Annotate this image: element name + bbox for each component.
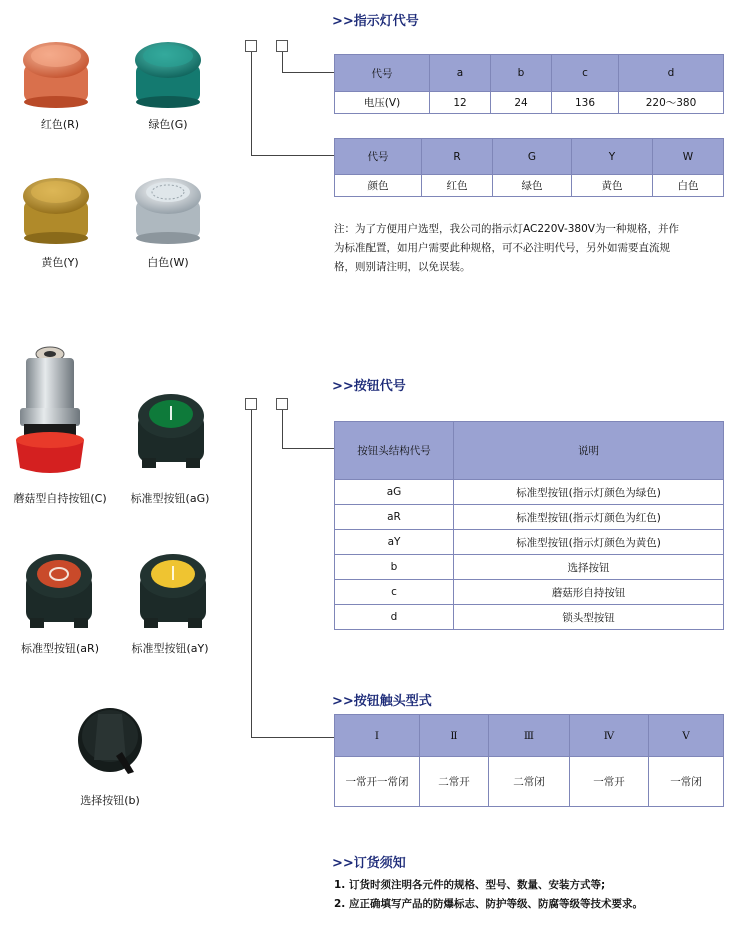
lamp-caption-green: 绿色(G) bbox=[148, 118, 188, 131]
ordering-line: 2. 应正确填写产品的防爆标志、防护等级、防腐等级等技术要求。 bbox=[334, 898, 643, 910]
mushroom-button-image bbox=[10, 342, 90, 476]
note-line: 注：为了方便用户选型，我公司的指示灯AC220V-380V为一种规格，并作 bbox=[334, 223, 679, 235]
yellow-lamp-image bbox=[18, 172, 94, 244]
table-cell: 136 bbox=[552, 92, 619, 114]
table-cell: 电压(V) bbox=[335, 92, 430, 114]
note-line: 为标准配置，如用户需要此种规格，可不必注明代号，另外如需要直流规 bbox=[334, 242, 670, 254]
table-cell: 二常开 bbox=[420, 757, 489, 807]
table-cell: 一常开 bbox=[570, 757, 649, 807]
table-cell: 选择按钮 bbox=[454, 555, 724, 580]
table-cell: 颜色 bbox=[335, 175, 422, 197]
contact-type-table bbox=[334, 714, 724, 807]
table-cell: 黄色 bbox=[572, 175, 653, 197]
button-caption-ay: 标准型按钮(aY) bbox=[131, 642, 209, 655]
note-line: 格，则别请注明，以免误装。 bbox=[334, 261, 471, 273]
table-header-cell: 按钮头结构代号 bbox=[335, 422, 454, 480]
button-code-heading: >>按钮代号 bbox=[332, 379, 406, 394]
connector-line bbox=[282, 410, 283, 448]
table-cell: c bbox=[335, 580, 454, 605]
lamp-caption-white: 白色(W) bbox=[147, 256, 189, 269]
table-header-cell: d bbox=[619, 55, 724, 92]
green-lamp-image bbox=[130, 36, 206, 108]
table-cell: d bbox=[335, 605, 454, 630]
table-header-cell: W bbox=[653, 139, 724, 175]
white-lamp-image bbox=[130, 172, 206, 244]
voltage-code-table bbox=[334, 54, 724, 114]
table-cell: 12 bbox=[430, 92, 491, 114]
connector-line bbox=[282, 448, 334, 449]
table-header-cell: 代号 bbox=[335, 139, 422, 175]
indicator-note bbox=[334, 220, 726, 277]
indicator-code-heading: >>指示灯代号 bbox=[332, 14, 419, 29]
table-cell: 一常闭 bbox=[649, 757, 724, 807]
table-cell: 一常开一常闭 bbox=[335, 757, 420, 807]
table-header-cell: Ⅴ bbox=[649, 715, 724, 757]
table-cell: aR bbox=[335, 505, 454, 530]
table-header-cell: Ⅳ bbox=[570, 715, 649, 757]
connector-line bbox=[282, 52, 283, 72]
button-caption-mushroom: 蘑菇型自持按钮(C) bbox=[13, 492, 107, 505]
table-cell: 二常闭 bbox=[489, 757, 570, 807]
code-box-2 bbox=[276, 398, 288, 410]
button-caption-ar: 标准型按钮(aR) bbox=[21, 642, 99, 655]
table-header-cell: c bbox=[552, 55, 619, 92]
table-cell: b bbox=[335, 555, 454, 580]
table-header-cell: 代号 bbox=[335, 55, 430, 92]
table-cell: 蘑菇形自持按钮 bbox=[454, 580, 724, 605]
table-cell: 红色 bbox=[422, 175, 493, 197]
selector-button-image bbox=[72, 700, 148, 780]
contact-type-heading: >>按钮触头型式 bbox=[332, 694, 432, 709]
table-cell: 锁头型按钮 bbox=[454, 605, 724, 630]
ordering-notes bbox=[334, 876, 726, 914]
table-cell: 白色 bbox=[653, 175, 724, 197]
table-cell: aG bbox=[335, 480, 454, 505]
table-cell: 24 bbox=[491, 92, 552, 114]
table-cell: 标准型按钮(指示灯颜色为红色) bbox=[454, 505, 724, 530]
color-code-table bbox=[334, 138, 724, 197]
table-header-cell: b bbox=[491, 55, 552, 92]
connector-line bbox=[251, 737, 334, 738]
red-lamp-image bbox=[18, 36, 94, 108]
button-code-table bbox=[334, 421, 724, 630]
table-cell: 绿色 bbox=[493, 175, 572, 197]
red-standard-button-image bbox=[20, 548, 98, 632]
connector-line bbox=[251, 410, 252, 737]
table-header-cell: Ⅰ bbox=[335, 715, 420, 757]
table-header-cell: 说明 bbox=[454, 422, 724, 480]
connector-line bbox=[251, 155, 334, 156]
lamp-caption-yellow: 黄色(Y) bbox=[41, 256, 79, 269]
table-cell: aY bbox=[335, 530, 454, 555]
table-cell: 220～380 bbox=[619, 92, 724, 114]
table-header-cell: Y bbox=[572, 139, 653, 175]
button-caption-selector: 选择按钮(b) bbox=[80, 794, 140, 807]
green-standard-button-image bbox=[132, 388, 210, 472]
connector-line bbox=[251, 52, 252, 155]
table-cell: 标准型按钮(指示灯颜色为绿色) bbox=[454, 480, 724, 505]
yellow-standard-button-image bbox=[134, 548, 212, 632]
code-box-1 bbox=[245, 40, 257, 52]
table-header-cell: G bbox=[493, 139, 572, 175]
table-header-cell: R bbox=[422, 139, 493, 175]
table-header-cell: Ⅱ bbox=[420, 715, 489, 757]
connector-line bbox=[282, 72, 334, 73]
table-cell: 标准型按钮(指示灯颜色为黄色) bbox=[454, 530, 724, 555]
ordering-line: 1. 订货时须注明各元件的规格、型号、数量、安装方式等; bbox=[334, 879, 606, 891]
ordering-notes-heading: >>订货须知 bbox=[332, 856, 406, 871]
lamp-caption-red: 红色(R) bbox=[40, 118, 80, 131]
button-caption-ag: 标准型按钮(aG) bbox=[130, 492, 210, 505]
table-header-cell: Ⅲ bbox=[489, 715, 570, 757]
code-box-1 bbox=[245, 398, 257, 410]
code-box-2 bbox=[276, 40, 288, 52]
table-header-cell: a bbox=[430, 55, 491, 92]
